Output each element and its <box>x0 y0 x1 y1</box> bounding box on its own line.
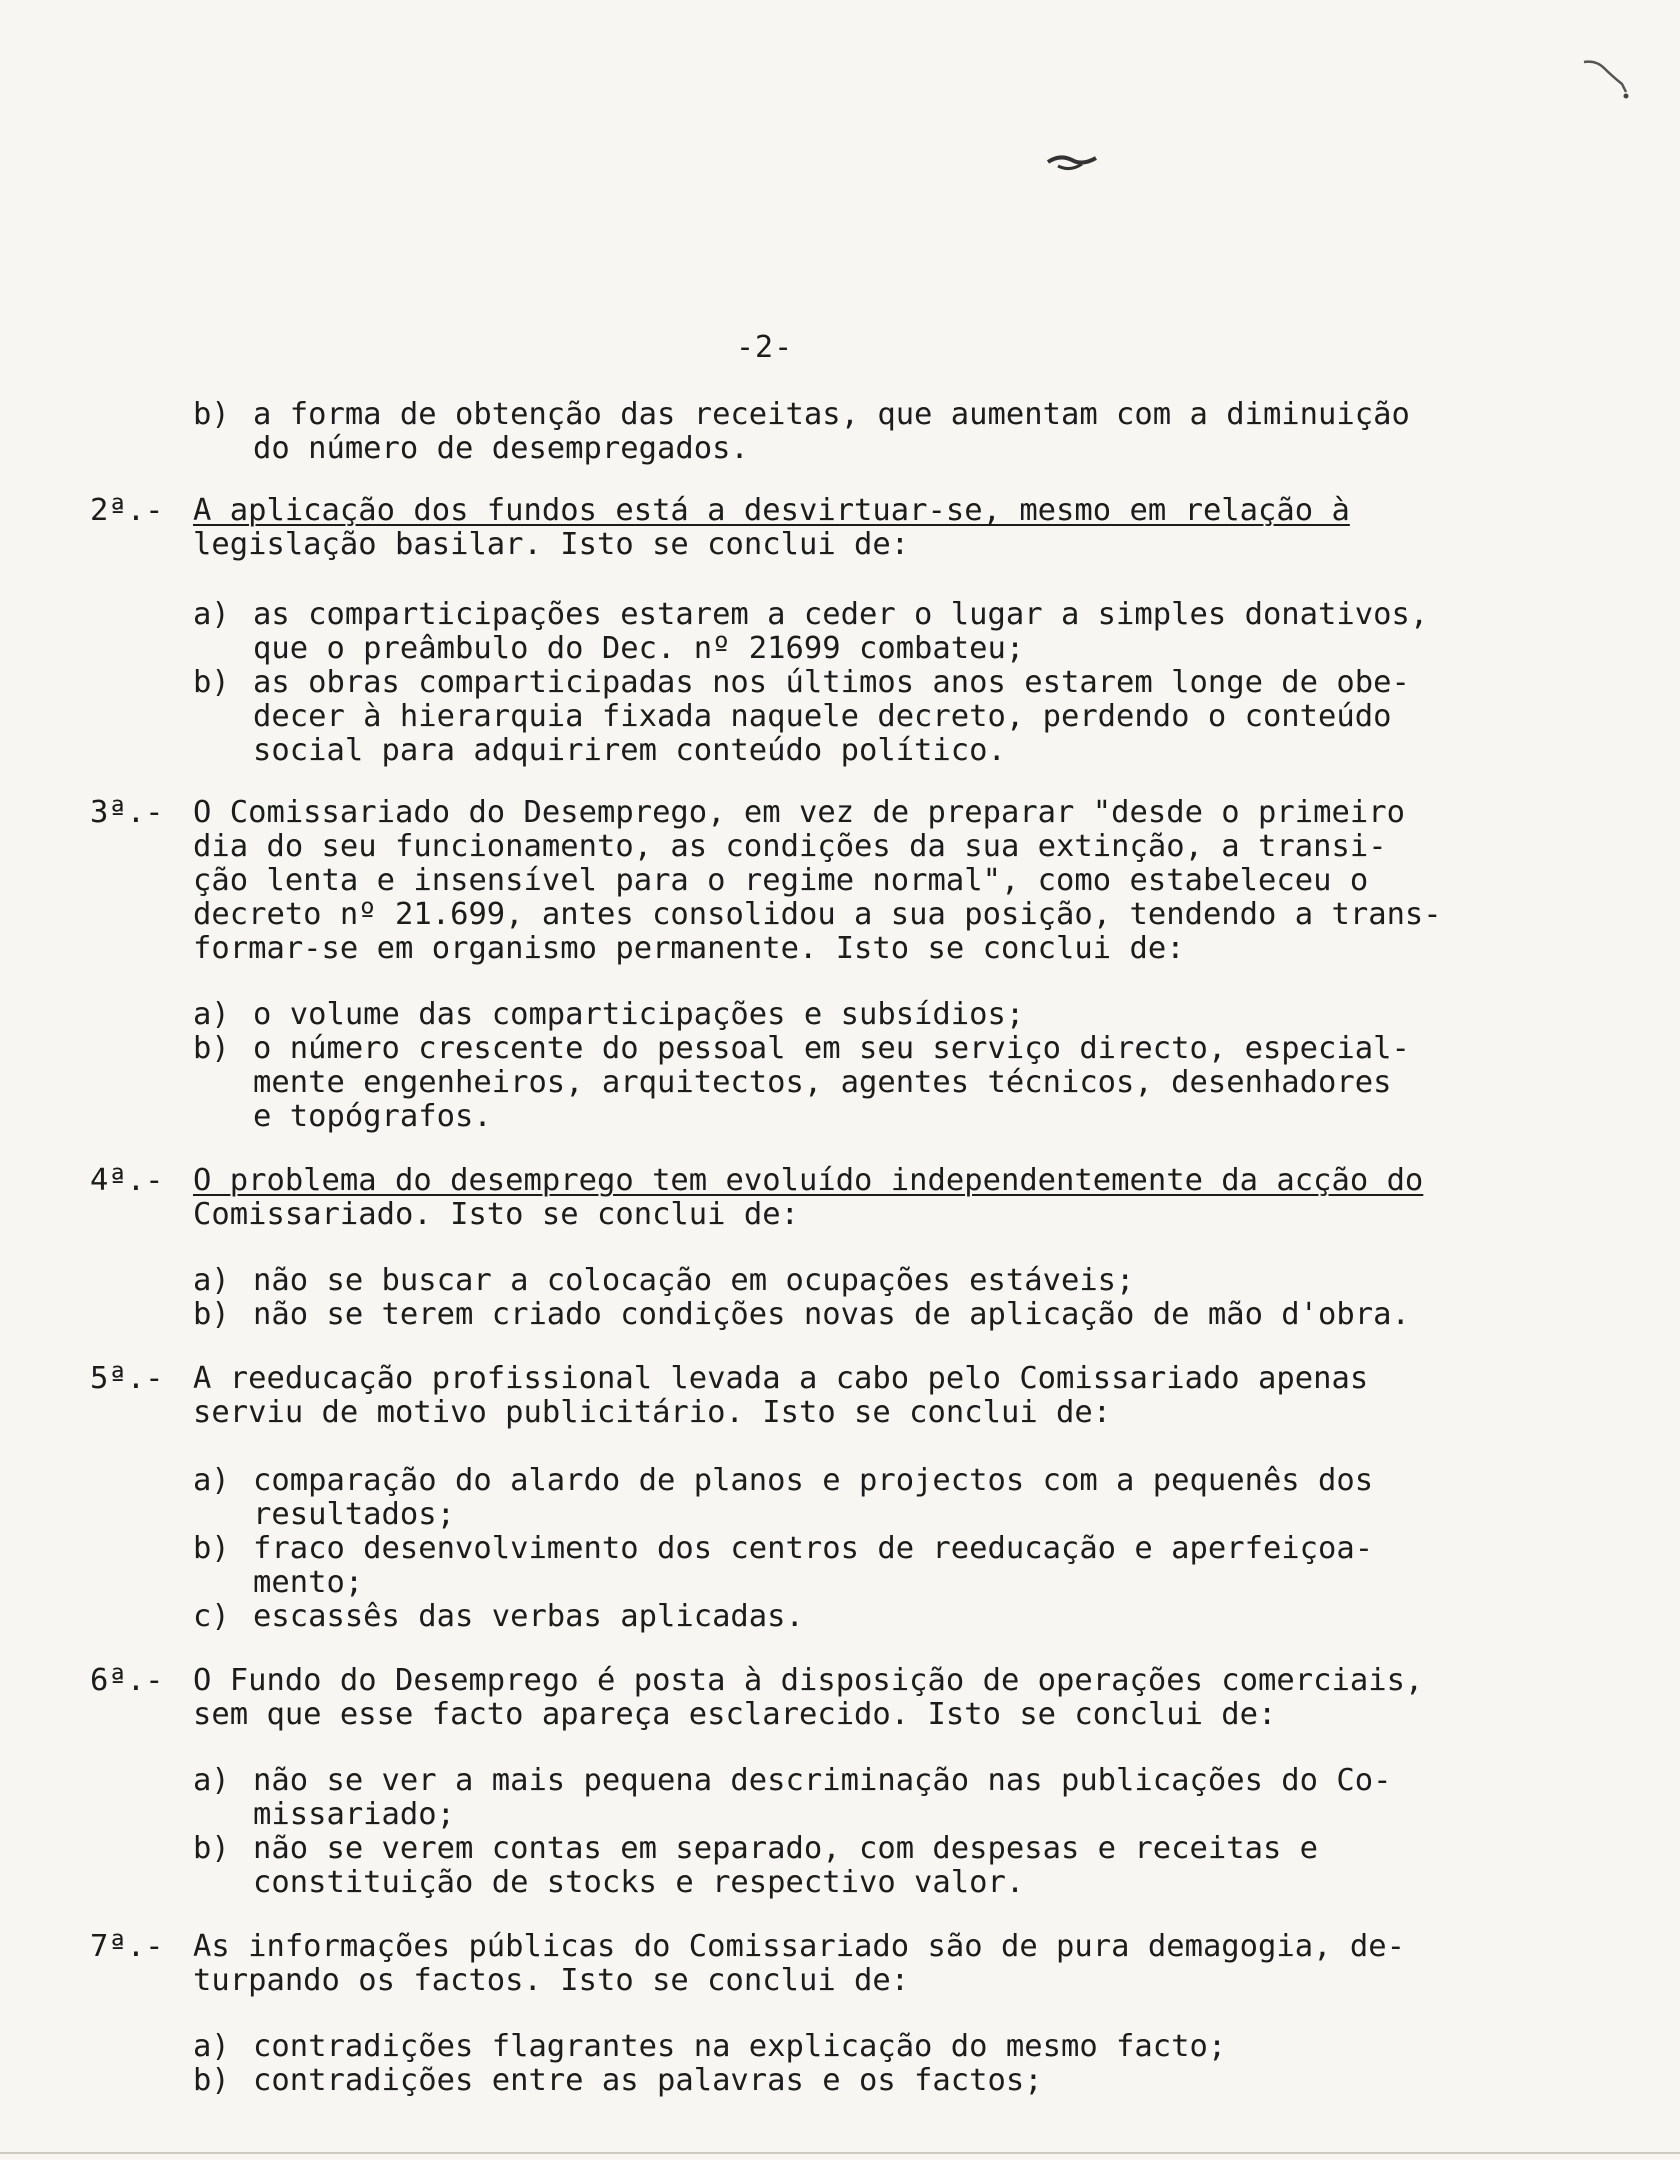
item-label: b) <box>193 2063 230 2098</box>
conclusion-number: 7ª.- <box>90 1929 164 1964</box>
conclusion-line: turpando os factos. Isto se conclui de: <box>193 1963 910 1998</box>
item-label: b) <box>193 1531 230 1566</box>
item-line: resultados; <box>253 1497 455 1532</box>
item-line: comparação do alardo de planos e projectos com a pequenês dos <box>253 1463 1374 1498</box>
scan-edge-line <box>0 2152 1680 2154</box>
conclusion-line: dia do seu funcionamento, as condições da sua extinção, a transi- <box>193 829 1387 864</box>
intro-line: do número de desempregados. <box>253 431 749 466</box>
item-label: a) <box>193 1463 230 1498</box>
item-line: contradições flagrantes na explicação do mesmo facto; <box>253 2029 1227 2064</box>
conclusion-number: 2ª.- <box>90 493 164 528</box>
item-line: decer à hierarquia fixada naquele decreto, perdendo o conteúdo <box>253 699 1392 734</box>
conclusion-line: As informações públicas do Comissariado são de pura demagogia, de- <box>193 1929 1405 1964</box>
item-line: o volume das comparticipações e subsídios; <box>253 997 1025 1032</box>
item-line: não se verem contas em separado, com despesas e receitas e <box>253 1831 1319 1866</box>
item-label: a) <box>193 597 230 632</box>
item-label: c) <box>193 1599 230 1634</box>
item-line: não se terem criado condições novas de aplicação de mão d'obra. <box>253 1297 1410 1332</box>
item-line: contradições entre as palavras e os factos; <box>253 2063 1043 2098</box>
conclusion-line: legislação basilar. Isto se conclui de: <box>193 527 910 562</box>
item-label: b) <box>193 1831 230 1866</box>
item-label: a) <box>193 2029 230 2064</box>
item-line: as obras comparticipadas nos últimos anos estarem longe de obe- <box>253 665 1410 700</box>
item-line: escassês das verbas aplicadas. <box>253 1599 804 1634</box>
item-line: social para adquirirem conteúdo político. <box>253 733 1006 768</box>
conclusion-line: Comissariado. Isto se conclui de: <box>193 1197 799 1232</box>
conclusion-line: ção lenta e insensível para o regime normal", como estabeleceu o <box>193 863 1369 898</box>
conclusion-line: formar-se em organismo permanente. Isto se conclui de: <box>193 931 1185 966</box>
conclusion-number: 5ª.- <box>90 1361 164 1396</box>
item-line: não se buscar a colocação em ocupações estáveis; <box>253 1263 1135 1298</box>
conclusion-number: 4ª.- <box>90 1163 164 1198</box>
conclusion-line: O problema do desemprego tem evoluído independentemente da acção do <box>193 1163 1424 1198</box>
item-line: o número crescente do pessoal em seu serviço directo, especial- <box>253 1031 1410 1066</box>
item-label: b) <box>193 665 230 700</box>
item-line: constituição de stocks e respectivo valor. <box>253 1865 1025 1900</box>
conclusion-line: A reeducação profissional levada a cabo pelo Comissariado apenas <box>193 1361 1369 1396</box>
item-label: a) <box>193 1763 230 1798</box>
item-label: b) <box>193 1031 230 1066</box>
corner-scribble-mark <box>1582 56 1632 106</box>
conclusion-line: serviu de motivo publicitário. Isto se conclui de: <box>193 1395 1112 1430</box>
conclusion-line: O Comissariado do Desemprego, em vez de preparar "desde o primeiro <box>193 795 1405 830</box>
top-ink-mark <box>1046 150 1098 174</box>
item-line: mento; <box>253 1565 364 1600</box>
item-label: b) <box>193 1297 230 1332</box>
item-label: a) <box>193 997 230 1032</box>
conclusion-number: 3ª.- <box>90 795 164 830</box>
item-label: a) <box>193 1263 230 1298</box>
conclusion-line: decreto nº 21.699, antes consolidou a sua posição, tendendo a trans- <box>193 897 1442 932</box>
item-line: não se ver a mais pequena descriminação nas publicações do Co- <box>253 1763 1392 1798</box>
item-line: mente engenheiros, arquitectos, agentes técnicos, desenhadores <box>253 1065 1392 1100</box>
item-line: fraco desenvolvimento dos centros de reeducação e aperfeiçoa- <box>253 1531 1374 1566</box>
conclusion-line: A aplicação dos fundos está a desvirtuar-se, mesmo em relação à <box>193 493 1350 528</box>
conclusion-line: sem que esse facto apareça esclarecido. Isto se conclui de: <box>193 1697 1277 1732</box>
page-number: -2- <box>736 330 794 365</box>
conclusion-number: 6ª.- <box>90 1663 164 1698</box>
intro-label: b) <box>193 397 230 432</box>
item-line: as comparticipações estarem a ceder o lugar a simples donativos, <box>253 597 1429 632</box>
intro-line: a forma de obtenção das receitas, que aumentam com a diminuição <box>253 397 1410 432</box>
item-line: que o preâmbulo do Dec. nº 21699 combateu; <box>253 631 1025 666</box>
item-line: e topógrafos. <box>253 1099 492 1134</box>
conclusion-line: O Fundo do Desemprego é posta à disposição de operações comerciais, <box>193 1663 1424 1698</box>
item-line: missariado; <box>253 1797 455 1832</box>
